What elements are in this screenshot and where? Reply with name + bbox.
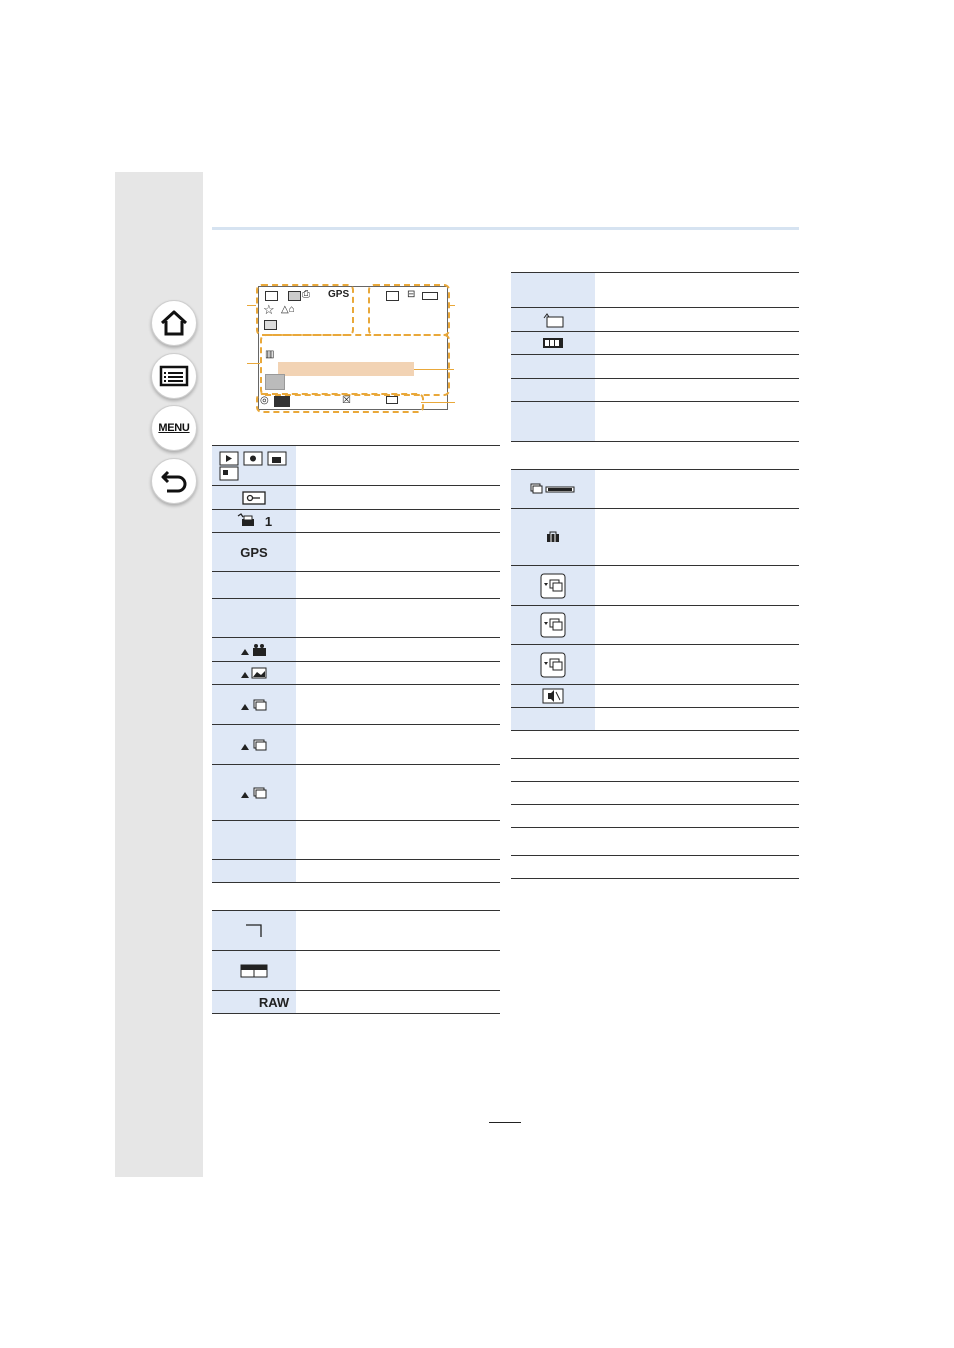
left-table-icon-cell <box>212 599 296 637</box>
playback-modes-icon <box>219 451 289 481</box>
right-table-icon-cell <box>511 332 595 354</box>
right-table-icon-cell <box>511 470 595 508</box>
right-table-row <box>511 470 799 509</box>
exposure-icon: ☒ <box>342 395 351 406</box>
aspect-frame-icon <box>245 924 263 938</box>
raw-icon <box>219 995 289 1010</box>
left-table-row <box>212 510 500 533</box>
left-table-icon-cell <box>212 533 296 571</box>
back-button[interactable] <box>151 458 197 504</box>
list-icon <box>159 365 189 387</box>
callout-4 <box>414 369 454 370</box>
right-table-row <box>511 355 799 379</box>
page-number-rule <box>489 1122 521 1123</box>
right-table-icon-cell <box>511 805 595 827</box>
right-table-icon-cell <box>511 379 595 401</box>
card-rotate-icon <box>541 312 565 328</box>
left-table-icon-cell <box>212 821 296 859</box>
left-table-row <box>212 860 500 883</box>
right-table-icon-cell <box>511 566 595 605</box>
left-table-icon-cell <box>212 765 296 820</box>
left-table-row <box>212 599 500 638</box>
program-mode-icon <box>274 396 290 407</box>
home-icon <box>159 309 189 337</box>
left-table-icon-cell <box>212 662 296 684</box>
left-table-icon-cell <box>212 883 296 910</box>
datetime-icon <box>386 396 398 404</box>
contents-button[interactable] <box>151 353 197 399</box>
left-table-icon-cell <box>212 725 296 764</box>
focus-stack-playback-icon <box>540 652 566 678</box>
left-table-row <box>212 638 500 662</box>
playback-icon <box>265 291 278 301</box>
right-table-icon-cell <box>511 509 595 565</box>
interval-group-icon <box>240 738 268 752</box>
left-table-row <box>212 911 500 951</box>
info-bar <box>278 362 414 376</box>
left-table-row <box>212 662 500 685</box>
left-table-row <box>212 991 500 1014</box>
burst-progress-icon <box>530 482 576 496</box>
right-table-row <box>511 782 799 805</box>
left-table-icon-cell <box>212 572 296 598</box>
gps-icon <box>240 545 267 560</box>
quality-fine-icon <box>240 964 268 978</box>
left-table-icon-cell <box>212 860 296 882</box>
callout-2 <box>247 363 260 364</box>
print-count-icon <box>236 513 272 529</box>
right-table-row <box>511 759 799 782</box>
group-playback-icon <box>265 374 285 390</box>
card-icon: ⊟ <box>407 289 416 300</box>
right-table-icon-cell <box>511 708 595 730</box>
menu-icon: MENU <box>158 422 190 434</box>
travel-case-icon <box>546 531 560 543</box>
left-table-icon-cell <box>212 951 296 990</box>
wifi-icon: ◎ <box>260 395 269 406</box>
left-table-icon-cell <box>212 685 296 724</box>
right-table-row <box>511 856 799 879</box>
left-table-icon-cell <box>212 638 296 661</box>
burst-group-icon <box>240 698 268 712</box>
right-table-icon-cell <box>511 273 595 307</box>
right-table-row <box>511 731 799 759</box>
right-table-icon-cell <box>511 856 595 878</box>
left-table-icon-cell <box>212 991 296 1013</box>
left-table-icon-cell <box>212 510 296 532</box>
right-table-row <box>511 442 799 470</box>
left-table-row <box>212 533 500 572</box>
right-table-icon-cell <box>511 731 595 758</box>
callout-1 <box>247 305 256 306</box>
callout-5 <box>421 402 455 403</box>
right-table-icon-cell <box>511 308 595 331</box>
right-table-row <box>511 402 799 442</box>
left-table-row <box>212 572 500 599</box>
left-table-icon-label: GPS <box>240 544 268 560</box>
back-arrow-icon <box>159 468 189 494</box>
right-table-row <box>511 606 799 645</box>
right-table-icon-cell <box>511 355 595 378</box>
right-table-row <box>511 645 799 685</box>
right-table-row <box>511 685 799 708</box>
interval-group-playback-icon <box>540 612 566 638</box>
silent-mode-icon <box>542 688 564 704</box>
group-icon: △⌂ <box>281 304 295 315</box>
right-table-row <box>511 828 799 856</box>
right-table-icon-cell <box>511 645 595 684</box>
right-table-row <box>511 308 799 332</box>
header-rule <box>212 227 799 230</box>
right-table-icon-cell <box>511 606 595 644</box>
right-table-icon-cell <box>511 828 595 855</box>
protect-key-icon <box>242 491 266 505</box>
right-table-row <box>511 509 799 566</box>
battery-icon <box>541 337 565 349</box>
favorite-star-icon: ☆ <box>263 302 275 317</box>
right-table-row <box>511 708 799 731</box>
burst-group-playback-icon <box>540 573 566 599</box>
right-table-icon-cell <box>511 759 595 781</box>
monitor-display-diagram <box>254 282 450 412</box>
motion-picture-group-icon <box>240 643 268 657</box>
gps-indicator: GPS <box>328 289 350 300</box>
focus-stack-group-icon <box>240 786 268 800</box>
right-icon-table <box>511 272 799 879</box>
battery-indicator-icon <box>422 292 438 300</box>
left-table-icon-label: RAW <box>258 994 290 1010</box>
left-icon-table <box>212 445 500 1014</box>
callout-3 <box>448 305 455 306</box>
home-button[interactable] <box>151 300 197 346</box>
text-stamp-icon <box>264 320 277 330</box>
left-table-icon-label: 1 <box>264 513 273 529</box>
right-table-row <box>511 805 799 828</box>
aspect-icon <box>386 291 399 301</box>
left-table-row <box>212 883 500 911</box>
travel-icon: ▥ <box>265 349 275 360</box>
left-table-row <box>212 765 500 821</box>
left-table-row <box>212 821 500 860</box>
right-table-icon-cell <box>511 442 595 469</box>
right-table-icon-cell <box>511 402 595 441</box>
right-table-row <box>511 379 799 402</box>
right-table-icon-cell <box>511 782 595 804</box>
right-table-row <box>511 332 799 355</box>
left-table-row <box>212 486 500 510</box>
left-table-row <box>212 725 500 765</box>
panorama-group-icon <box>240 666 268 680</box>
left-table-icon-cell <box>212 446 296 485</box>
left-table-row <box>212 685 500 725</box>
protect-icon <box>288 291 301 301</box>
menu-button[interactable] <box>151 405 197 451</box>
left-table-icon-cell <box>212 486 296 509</box>
left-table-row <box>212 951 500 991</box>
right-table-row <box>511 566 799 606</box>
left-table-row <box>212 446 500 486</box>
print-icon: ⎙ <box>302 289 310 300</box>
right-table-row <box>511 273 799 308</box>
right-table-icon-cell <box>511 685 595 707</box>
left-table-icon-cell <box>212 911 296 950</box>
